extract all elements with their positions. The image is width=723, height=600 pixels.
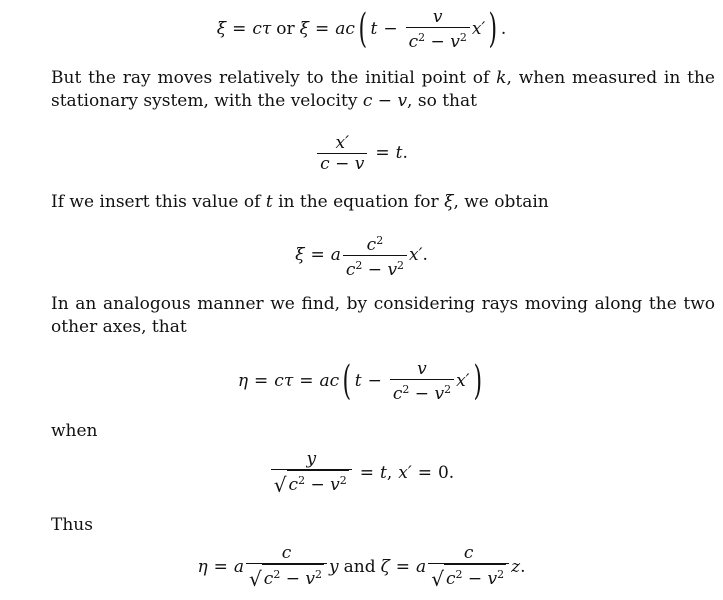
symbol-a: a bbox=[330, 245, 341, 265]
right-paren: ) bbox=[488, 6, 498, 52]
period: . bbox=[402, 143, 408, 163]
minus-sign: − bbox=[367, 371, 382, 391]
numerator-c: c bbox=[281, 543, 292, 563]
symbol-z: z bbox=[511, 557, 521, 577]
symbol-a: a bbox=[233, 557, 245, 577]
symbol-tau: τ bbox=[261, 19, 272, 39]
symbol-a: a bbox=[319, 371, 330, 391]
paragraph-when: when bbox=[51, 421, 98, 441]
paragraph-insert-value: If we insert this value of t in the equation for ξ, we obtain bbox=[51, 192, 549, 212]
fraction-y-over-sqrt-c2-v2 bbox=[271, 449, 352, 497]
word-or: or bbox=[276, 19, 295, 39]
equals-sign: = bbox=[375, 143, 390, 163]
period: . bbox=[422, 245, 428, 265]
equation-eta-and-zeta bbox=[0, 542, 723, 592]
equation-xi-c-tau bbox=[0, 4, 723, 54]
symbol-y: y bbox=[329, 557, 339, 577]
symbol-x-prime: x′ bbox=[456, 371, 470, 391]
denominator-sqrt bbox=[428, 563, 509, 591]
symbol-t: t bbox=[395, 143, 403, 163]
fraction-x-prime-over-c-minus-v bbox=[317, 133, 367, 174]
equals-sign: = bbox=[417, 463, 432, 483]
symbol-a: a bbox=[335, 19, 346, 39]
symbol-eta: η bbox=[197, 557, 208, 577]
symbol-c: c bbox=[252, 19, 262, 39]
fraction-v-over-c2-v2 bbox=[406, 7, 470, 52]
denominator-sqrt bbox=[271, 469, 352, 497]
fraction-c-over-sqrt bbox=[246, 543, 327, 591]
equals-sign: = bbox=[395, 557, 411, 577]
sqrt-c2-minus-v2: √ $c^2 - v^2$ bbox=[274, 470, 349, 495]
equals-sign: = bbox=[254, 371, 269, 391]
numerator-y: y bbox=[306, 449, 317, 469]
numerator-v: v bbox=[417, 358, 427, 379]
symbol-eta: η bbox=[237, 371, 249, 391]
equation-y-over-sqrt bbox=[0, 448, 723, 498]
symbol-xi: ξ bbox=[299, 19, 309, 39]
period: . bbox=[448, 463, 455, 483]
denominator-c2-minus-v2: $c^2 - v^2$ bbox=[406, 27, 470, 52]
equals-sign: = bbox=[359, 463, 374, 483]
denominator-c2-minus-v2: $c^2 - v^2$ bbox=[343, 255, 407, 280]
symbol-zeta: ζ bbox=[380, 557, 390, 577]
symbol-xi: ξ bbox=[295, 245, 305, 265]
paragraph-ray-velocity: But the ray moves relatively to the initial point of k, when measured in the stationary system, with the velocity c − v, so that bbox=[51, 68, 715, 111]
denominator-c2-minus-v2: $c^2 - v^2$ bbox=[390, 379, 454, 404]
symbol-t: t bbox=[380, 463, 387, 483]
fraction-c-over-sqrt bbox=[428, 543, 509, 591]
symbol-a: a bbox=[416, 557, 427, 577]
equals-sign: = bbox=[213, 557, 228, 577]
numerator-v: v bbox=[432, 6, 443, 27]
numerator-c: c bbox=[463, 543, 474, 563]
numerator-c2: $c^2$ bbox=[366, 233, 384, 255]
minus-sign: − bbox=[383, 19, 398, 39]
symbol-x-prime: x′ bbox=[409, 245, 423, 265]
numerator-x-prime: x′ bbox=[335, 132, 349, 153]
symbol-x-prime: x′ bbox=[471, 19, 486, 39]
left-paren: ( bbox=[342, 358, 352, 404]
symbol-t: t bbox=[370, 19, 378, 39]
denominator-sqrt bbox=[246, 563, 327, 591]
number-zero: 0 bbox=[437, 463, 449, 483]
right-paren: ) bbox=[473, 358, 482, 404]
denominator-c-minus-v: c − v bbox=[317, 153, 367, 174]
sqrt-c2-minus-v2: √ $c^2 - v^2$ bbox=[431, 564, 506, 589]
equals-sign: = bbox=[315, 19, 330, 39]
equation-xi-result bbox=[0, 230, 723, 280]
left-paren: ( bbox=[358, 6, 368, 52]
symbol-c: c bbox=[329, 371, 340, 391]
equals-sign: = bbox=[232, 19, 247, 39]
symbol-t: t bbox=[354, 371, 362, 391]
paragraph-thus: Thus bbox=[51, 515, 93, 535]
period: . bbox=[500, 19, 507, 39]
symbol-c: c bbox=[345, 19, 355, 39]
equals-sign: = bbox=[299, 371, 314, 391]
fraction-v-over-c2-v2 bbox=[390, 359, 454, 404]
equation-x-prime-over-c-minus-v bbox=[0, 128, 723, 178]
symbol-c: c bbox=[274, 371, 284, 391]
symbol-tau: τ bbox=[283, 371, 294, 391]
equation-eta-c-tau bbox=[0, 356, 723, 406]
fraction-c2-over-c2-v2 bbox=[343, 231, 407, 280]
symbol-x-prime: x′ bbox=[398, 463, 412, 483]
comma: , bbox=[386, 463, 393, 483]
equals-sign: = bbox=[310, 245, 325, 265]
word-and: and bbox=[343, 557, 376, 577]
paragraph-analogous-manner: In an analogous manner we find, by considering rays moving along the two other axes, that bbox=[51, 294, 715, 337]
period: . bbox=[520, 557, 526, 577]
symbol-xi: ξ bbox=[216, 19, 227, 39]
sqrt-c2-minus-v2: √ $c^2 - v^2$ bbox=[249, 564, 324, 589]
